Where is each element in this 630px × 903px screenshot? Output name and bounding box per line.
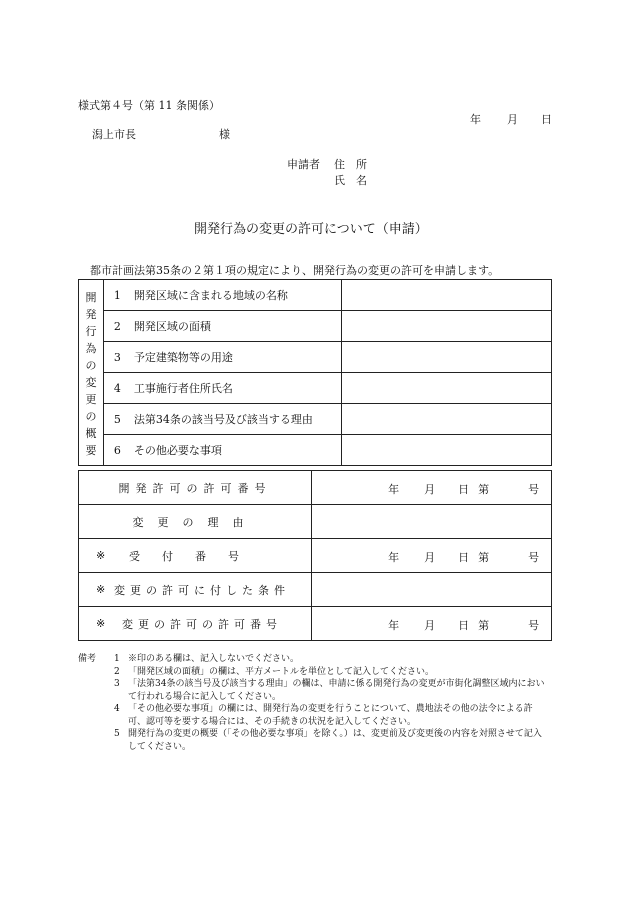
permit-table <box>78 470 552 641</box>
summary-item-value[interactable] <box>342 342 552 373</box>
permit-row-value[interactable] <box>312 505 552 539</box>
note-item: 4 「その他必要な事項」の欄には、開発行為の変更を行うことについて、農地法その他の法令による許可、認可等を要する場合には、その手続きの状況を記入してください。 <box>114 704 533 727</box>
note-item: 3 「法第34条の該当号及び該当する理由」の欄は、申請に係る開発行為の変更が市街化調整区域内において行われる場合に記入してください。 <box>114 679 545 702</box>
note-item: 2 「開発区域の面積」の欄は、平方メートルを単位として記入してください。 <box>114 666 435 677</box>
date-day-label: 日 <box>541 113 552 126</box>
permit-row-label: 開発許可の許可番号 <box>79 471 312 505</box>
summary-item-label: 1 開発区域に含まれる地域の名称 <box>103 280 342 311</box>
applicant-name-label: 氏 名 <box>334 174 367 187</box>
summary-item-label: 2 開発区域の面積 <box>103 311 342 342</box>
applicant-label: 申請者 <box>287 158 320 171</box>
note-item: 5 開発行為の変更の概要（「その他必要な事項」を除く。）は、変更前及び変更後の内容を対照させて記入してください。 <box>114 729 542 752</box>
permit-row-label: 変更の理由 <box>79 505 312 539</box>
permit-row-value[interactable]: 年 月 日 第 号 <box>312 539 552 573</box>
summary-item-value[interactable] <box>342 404 552 435</box>
addressee-honorific: 様 <box>219 128 230 141</box>
notes-section <box>78 653 548 753</box>
addressee-name: 潟上市長 <box>92 128 136 141</box>
page-title: 開発行為の変更の許可について（申請） <box>194 222 428 237</box>
applicant-address-label: 住 所 <box>334 158 367 171</box>
summary-item-label: 4 工事施行者住所氏名 <box>103 373 342 404</box>
summary-item-value[interactable] <box>342 435 552 466</box>
note-item: 備考 1 ※印のある欄は、記入しないでください。 <box>78 654 300 664</box>
summary-item-label: 3 予定建築物等の用途 <box>103 342 342 373</box>
summary-item-label: 6 その他必要な事項 <box>103 435 342 466</box>
summary-table <box>78 279 552 466</box>
permit-row-label: ※ 受付番号 <box>79 539 312 573</box>
date-month-label: 月 <box>507 113 518 126</box>
permit-row-label: ※ 変更の許可の許可番号 <box>79 607 312 641</box>
summary-item-value[interactable] <box>342 280 552 311</box>
form-number: 様式第４号（第 11 条関係） <box>78 99 220 112</box>
notes-heading: 備考 <box>78 654 97 664</box>
summary-vertical-label: 開 発 行 為 の 変 更 の 概 要 <box>79 280 104 466</box>
permit-row-value[interactable] <box>312 573 552 607</box>
permit-row-value[interactable]: 年 月 日 第 号 <box>312 607 552 641</box>
permit-row-value[interactable]: 年 月 日 第 号 <box>312 471 552 505</box>
summary-item-value[interactable] <box>342 311 552 342</box>
summary-item-label: 5 法第34条の該当号及び該当する理由 <box>103 404 342 435</box>
date-year-label: 年 <box>470 113 481 126</box>
permit-row-label: ※ 変更の許可に付した条件 <box>79 573 312 607</box>
intro-text: 都市計画法第35条の２第１項の規定により、開発行為の変更の許可を申請します。 <box>90 264 500 277</box>
summary-item-value[interactable] <box>342 373 552 404</box>
